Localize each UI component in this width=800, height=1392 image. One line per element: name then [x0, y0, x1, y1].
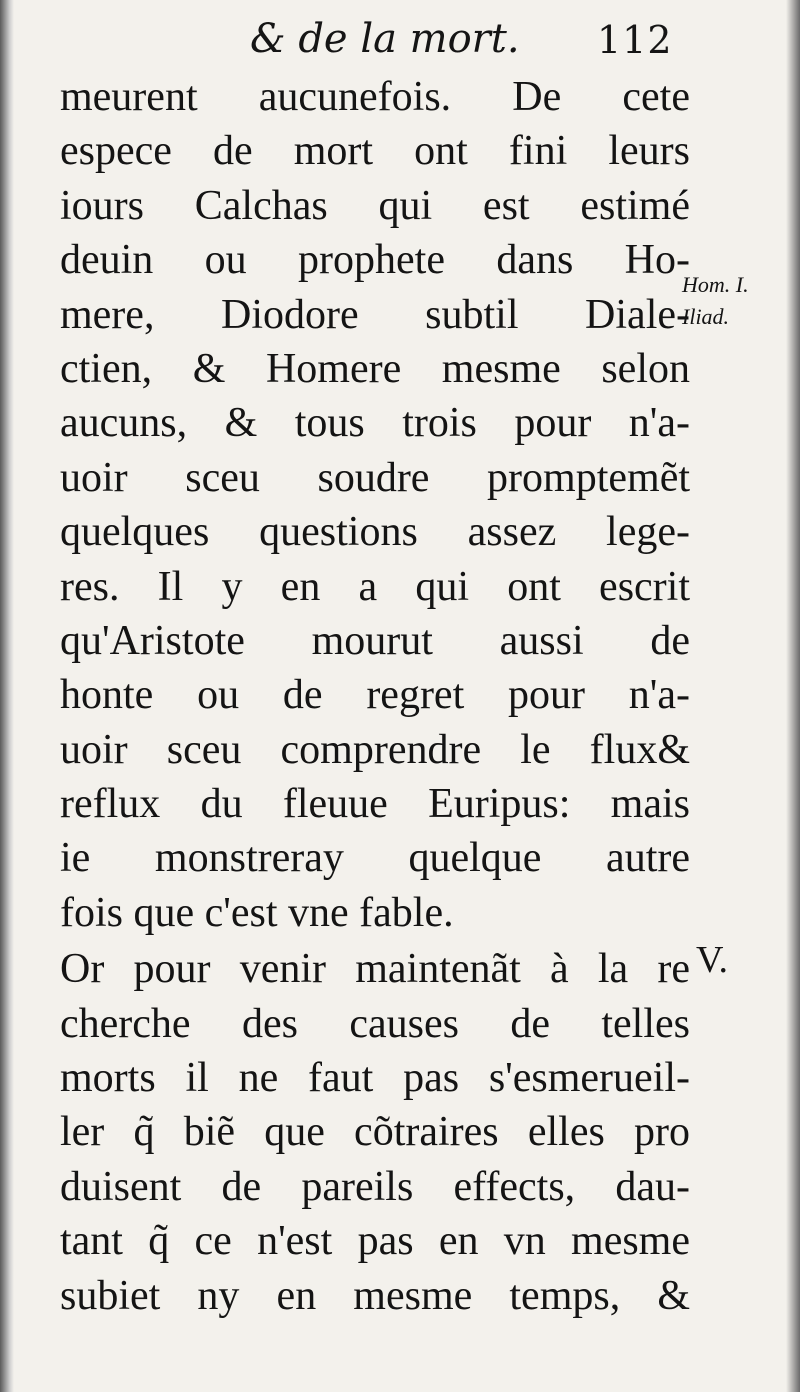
text-line: cherche des causes de telles	[60, 1000, 690, 1047]
text-line: aucuns, & tous trois pour n'a-	[60, 400, 690, 447]
text-line: uoir sceu soudre promptemẽt	[60, 454, 690, 501]
text-line: ctien, & Homere mesme selon	[60, 345, 690, 392]
text-line: fois que c'est vne fable.	[60, 889, 454, 936]
margin-reference-line-2: Iliad.	[682, 304, 730, 329]
text-line: meurent aucunefois. De cete	[60, 74, 690, 120]
margin-section-number: V.	[696, 939, 729, 981]
body-text	[60, 70, 690, 1323]
text-line: duisent de pareils effects, dau-	[60, 1163, 690, 1210]
text-line: iours Calchas qui est estimé	[60, 182, 690, 229]
text-line: ler q̃ biẽ que cõtraires elles pro	[60, 1109, 690, 1156]
text-line: honte ou de regret pour n'a-	[60, 672, 690, 719]
text-line: morts il ne faut pas s'esmerueil-	[60, 1055, 690, 1102]
text-line: deuin ou prophete dans Ho-	[60, 237, 690, 284]
text-line: qu'Aristote mourut aussi de	[60, 617, 690, 664]
text-line: res. Il y en a qui ont escrit	[60, 563, 690, 610]
text-line: subiet ny en mesme temps, &	[60, 1272, 690, 1319]
page-edge-shadow	[786, 0, 800, 1392]
running-head: & de la mort.	[250, 16, 520, 62]
text-line: Or pour venir maintenãt à la re	[60, 946, 690, 993]
page-gutter-shadow	[0, 0, 14, 1392]
text-line: quelques questions assez lege-	[60, 509, 690, 556]
page-number: 112	[597, 18, 673, 62]
text-line: uoir sceu comprendre le flux&	[60, 726, 690, 773]
text-line: ie monstreray quelque autre	[60, 835, 690, 882]
text-line: tant q̃ ce n'est pas en vn mesme	[60, 1218, 690, 1265]
page-header	[0, 16, 800, 72]
text-line: mere, Diodore subtil Diale-	[60, 291, 690, 338]
text-line: reflux du fleuue Euripus: mais	[60, 781, 690, 828]
margin-reference-line-1: Hom. I.	[682, 272, 749, 297]
text-line: espece de mort ont fini leurs	[60, 128, 690, 175]
